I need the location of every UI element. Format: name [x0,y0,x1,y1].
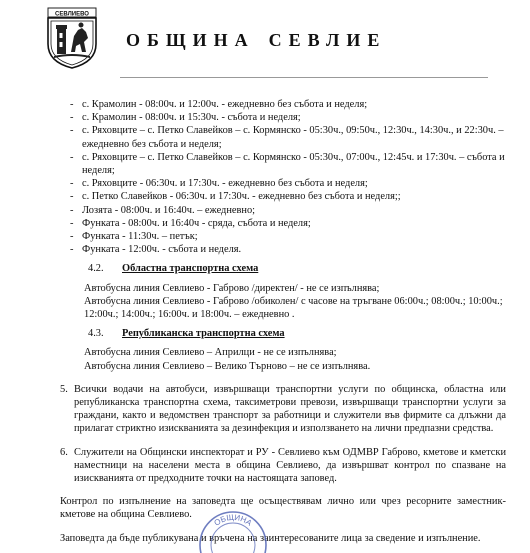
list-item: - с. Ряховците – с. Петко Славейков – с. Кормянско - 05:30ч., 09:50ч., 12:30ч., 14:30ч., и 22:30ч. – ежедневно без събота и неделя; [70,124,510,150]
list-item: - с. Ряховците - 06:30ч. и 17:30ч. - ежедневно без събота и неделя; [70,177,510,190]
item-5-paragraph [60,383,506,436]
regional-line-round: Автобусна линия Севлиево - Габрово /обиколен/ с часове на тръгване 06:00ч.; 08:00ч.; 10:00ч.; 12:00ч.; 14:00ч.; 16:00ч. и 18:00ч. – ежедневно . [84,295,503,321]
item-number: 5. [60,383,68,395]
section-heading-regional [88,262,530,275]
regional-lines [84,282,504,322]
section-number: 4.2. [88,263,104,275]
item-number: 6. [60,446,68,458]
list-item: - с. Ряховците – с. Петко Славейков – с. Кормянско - 05:30ч., 07:00ч., 12:45ч. и 17:30ч. – събота и неделя; [70,151,510,177]
closing-paragraph: Заповедта да бъде публикувана и връчена на заинтересованите лица за сведение и изпълнение. [60,532,481,544]
bus-schedule-list [70,98,510,256]
control-paragraph: Контрол по изпълнение на заповедта ще осъществявам лично или чрез ресорните заместник-кметове на община Севлиево. [60,496,506,521]
regional-line-direct: Автобусна линия Севлиево - Габрово /директен/ - не се изпълнява; [84,282,380,294]
coat-of-arms-icon [44,6,100,70]
svg-text:ОБЩИНА: ОБЩИНА [212,512,254,528]
title-word-1: ОБЩИНА [126,30,255,50]
list-item: - Функата - 12:00ч. - събота и неделя. [70,243,510,256]
item-text: Всички водачи на автобуси, извършващи транспортни услуги по общинска, областна или републиканска транспортна схема, таксиметрови превози, извършващи транспортни услуги за граждани, както и ведомствен транспорт за работници и служители във фирмите са длъжни да прилагат стриктно изискванията за дезинфекция и използването на лични предпазни средства. [74,383,506,435]
order-body [0,98,530,545]
municipality-title [126,30,386,51]
list-item: - с. Крамолин - 08:00ч. и 12:00ч. - ежедневно без събота и неделя; [70,98,510,111]
header-divider [120,77,488,78]
national-lines [84,346,504,372]
section-number: 4.3. [88,328,104,340]
svg-text:СЕВЛИЕВО: СЕВЛИЕВО [55,11,89,18]
section-heading-national [88,327,530,340]
list-item: - с. Крамолин - 08:00ч. и 15:30ч. - събота и неделя; [70,111,510,124]
section-title: Републиканска транспортна схема [122,328,285,340]
item-text: Служители на Общински инспекторат и РУ - Севлиево към ОДМВР Габрово, кметове и кметски наместници на населени места в община Севлиево, да извършват контрол по спазване на изискванията от предходните точки на настоящата заповед. [74,446,506,485]
official-stamp-icon [196,508,270,553]
title-word-2: СЕВЛИЕ [268,30,387,50]
national-line-apriltsi: Автобусна линия Севлиево – Априлци - не се изпълнява; [84,347,337,359]
list-item: - Функата - 11:30ч. – петък; [70,230,510,243]
item-6-paragraph [60,446,506,486]
section-title: Областна транспортна схема [122,263,259,275]
list-item: - Функата - 08:00ч. и 16:40ч - сряда, събота и неделя; [70,217,510,230]
list-item: - с. Петко Славейков - 06:30ч. и 17:30ч. - ежедневно без събота и неделя;; [70,190,510,203]
national-line-veliko-tarnovo: Автобусна линия Севлиево – Велико Търново – не се изпълнява. [84,360,371,372]
list-item: - Лозята - 08:00ч. и 16:40ч. – ежедневно; [70,204,510,217]
